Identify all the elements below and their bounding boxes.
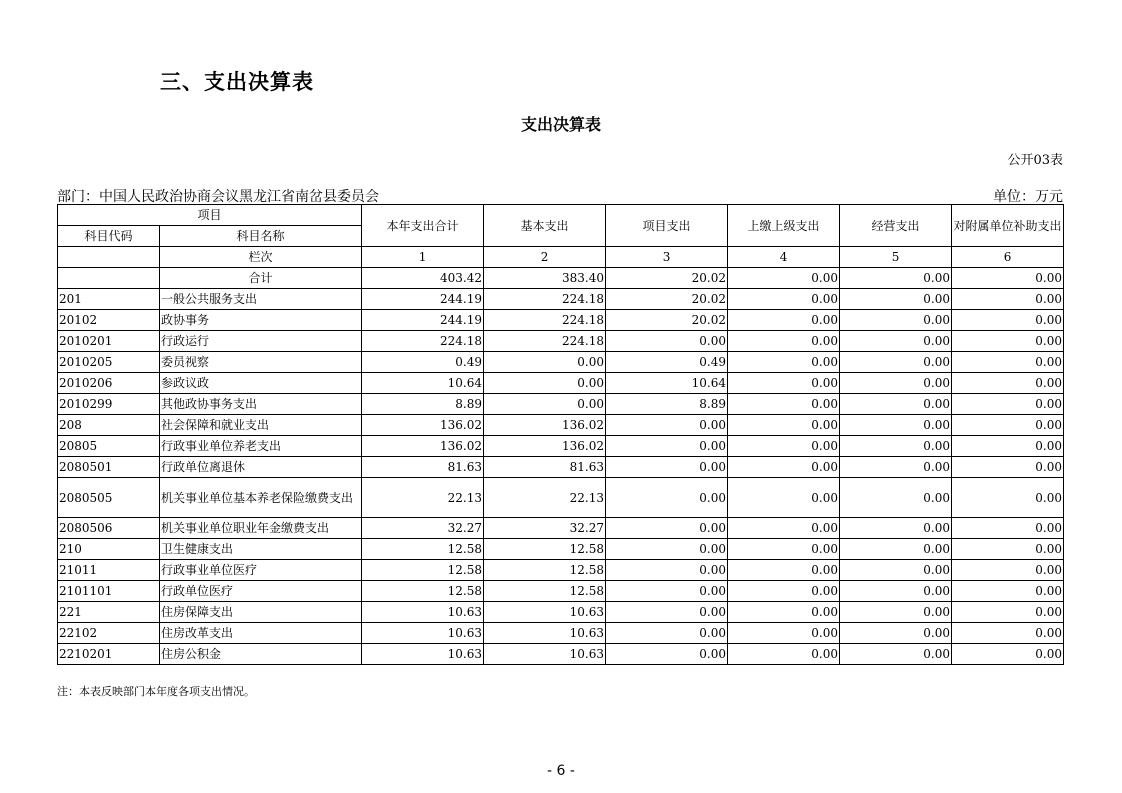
subject-code-cell: 20805 (58, 436, 160, 457)
header-subject-code: 科目代码 (58, 226, 160, 247)
amount-cell: 0.00 (840, 352, 952, 373)
subject-code-cell: 21011 (58, 560, 160, 581)
header-remit-superior: 上缴上级支出 (728, 205, 840, 247)
amount-cell: 224.18 (484, 331, 606, 352)
amount-cell: 0.00 (952, 268, 1064, 289)
header-blank-cell (58, 247, 160, 268)
amount-cell: 0.49 (606, 352, 728, 373)
header-subsidy-subordinate: 对附属单位补助支出 (952, 205, 1064, 247)
amount-cell: 0.00 (952, 415, 1064, 436)
table-row (58, 268, 1064, 289)
subject-code-cell: 2010205 (58, 352, 160, 373)
amount-cell: 20.02 (606, 268, 728, 289)
col-number: 2 (484, 247, 606, 268)
amount-cell: 12.58 (484, 581, 606, 602)
amount-cell: 403.42 (362, 268, 484, 289)
amount-cell: 10.63 (362, 644, 484, 665)
subject-code-cell: 2101101 (58, 581, 160, 602)
amount-cell: 10.63 (362, 623, 484, 644)
amount-cell: 0.00 (952, 457, 1064, 478)
table-row (58, 289, 1064, 310)
subject-name-cell: 行政单位离退休 (160, 457, 362, 478)
col-number: 3 (606, 247, 728, 268)
subject-name-cell: 委员视察 (160, 352, 362, 373)
amount-cell: 0.00 (952, 560, 1064, 581)
amount-cell: 12.58 (362, 539, 484, 560)
amount-cell: 244.19 (362, 289, 484, 310)
amount-cell: 0.00 (952, 623, 1064, 644)
subject-name-cell: 住房保障支出 (160, 602, 362, 623)
form-code: 公开03表 (1007, 153, 1063, 168)
col-number: 5 (840, 247, 952, 268)
amount-cell: 8.89 (362, 394, 484, 415)
amount-cell: 0.00 (840, 560, 952, 581)
amount-cell: 10.64 (362, 373, 484, 394)
table-row (58, 560, 1064, 581)
amount-cell: 224.18 (484, 310, 606, 331)
amount-cell: 0.00 (606, 457, 728, 478)
amount-cell: 0.00 (952, 331, 1064, 352)
amount-cell: 0.00 (728, 331, 840, 352)
amount-cell: 0.00 (728, 289, 840, 310)
header-project: 项目 (58, 205, 362, 226)
amount-cell: 0.00 (840, 394, 952, 415)
amount-cell: 0.00 (728, 478, 840, 518)
amount-cell: 0.00 (840, 268, 952, 289)
subject-code-cell: 221 (58, 602, 160, 623)
subject-code-cell: 2010206 (58, 373, 160, 394)
expenditure-table (57, 204, 1064, 665)
amount-cell: 0.00 (952, 352, 1064, 373)
table-title: 支出决算表 (520, 115, 601, 134)
table-row (58, 457, 1064, 478)
subject-name-cell: 行政事业单位养老支出 (160, 436, 362, 457)
subject-name-cell: 行政事业单位医疗 (160, 560, 362, 581)
amount-cell: 136.02 (484, 436, 606, 457)
subject-code-cell: 208 (58, 415, 160, 436)
amount-cell: 0.00 (606, 539, 728, 560)
amount-cell: 10.63 (484, 623, 606, 644)
subject-code-cell: 210 (58, 539, 160, 560)
amount-cell: 10.64 (606, 373, 728, 394)
amount-cell: 0.00 (840, 644, 952, 665)
amount-cell: 0.00 (606, 331, 728, 352)
amount-cell: 224.18 (484, 289, 606, 310)
amount-cell: 0.00 (728, 581, 840, 602)
col-number: 4 (728, 247, 840, 268)
amount-cell: 22.13 (362, 478, 484, 518)
amount-cell: 0.00 (952, 581, 1064, 602)
subject-code-cell: 2080501 (58, 457, 160, 478)
amount-cell: 0.00 (728, 352, 840, 373)
table-row (58, 352, 1064, 373)
amount-cell: 20.02 (606, 289, 728, 310)
amount-cell: 0.00 (606, 581, 728, 602)
amount-cell: 0.00 (606, 623, 728, 644)
amount-cell: 0.00 (606, 518, 728, 539)
subject-code-cell: 201 (58, 289, 160, 310)
amount-cell: 0.00 (840, 623, 952, 644)
amount-cell: 0.00 (606, 478, 728, 518)
amount-cell: 0.00 (484, 373, 606, 394)
amount-cell: 12.58 (484, 539, 606, 560)
table-row (58, 310, 1064, 331)
subject-name-cell: 行政单位医疗 (160, 581, 362, 602)
amount-cell: 0.00 (840, 457, 952, 478)
amount-cell: 0.00 (952, 478, 1064, 518)
subject-code-cell: 2010299 (58, 394, 160, 415)
amount-cell: 0.00 (840, 310, 952, 331)
amount-cell: 0.00 (952, 289, 1064, 310)
subject-name-cell: 住房公积金 (160, 644, 362, 665)
amount-cell: 0.00 (728, 310, 840, 331)
subject-name-cell: 机关事业单位基本养老保险缴费支出 (160, 478, 362, 518)
table-note: 注：本表反映部门本年度各项支出情况。 (57, 685, 255, 698)
table-row (58, 602, 1064, 623)
amount-cell: 0.00 (728, 373, 840, 394)
amount-cell: 81.63 (362, 457, 484, 478)
subject-code-cell: 22102 (58, 623, 160, 644)
amount-cell: 0.00 (840, 581, 952, 602)
subject-code-cell: 2080506 (58, 518, 160, 539)
amount-cell: 0.00 (728, 457, 840, 478)
amount-cell: 12.58 (362, 560, 484, 581)
amount-cell: 20.02 (606, 310, 728, 331)
subject-name-cell: 合计 (160, 268, 362, 289)
amount-cell: 0.00 (952, 539, 1064, 560)
amount-cell: 8.89 (606, 394, 728, 415)
amount-cell: 10.63 (484, 644, 606, 665)
amount-cell: 12.58 (362, 581, 484, 602)
table-row (58, 415, 1064, 436)
amount-cell: 0.00 (728, 602, 840, 623)
page-heading: 三、支出决算表 (160, 70, 314, 94)
amount-cell: 0.00 (952, 394, 1064, 415)
header-business-expense: 经营支出 (840, 205, 952, 247)
amount-cell: 0.00 (728, 394, 840, 415)
amount-cell: 244.19 (362, 310, 484, 331)
amount-cell: 0.00 (840, 415, 952, 436)
col-number: 1 (362, 247, 484, 268)
table-row (58, 644, 1064, 665)
amount-cell: 383.40 (484, 268, 606, 289)
col-number: 6 (952, 247, 1064, 268)
subject-name-cell: 住房改革支出 (160, 623, 362, 644)
header-total-expense: 本年支出合计 (362, 205, 484, 247)
amount-cell: 136.02 (362, 415, 484, 436)
amount-cell: 12.58 (484, 560, 606, 581)
amount-cell: 22.13 (484, 478, 606, 518)
subject-code-cell: 2010201 (58, 331, 160, 352)
amount-cell: 0.00 (728, 560, 840, 581)
subject-code-cell: 2080505 (58, 478, 160, 518)
amount-cell: 0.00 (606, 560, 728, 581)
amount-cell: 0.00 (952, 602, 1064, 623)
amount-cell: 0.00 (840, 478, 952, 518)
subject-name-cell: 一般公共服务支出 (160, 289, 362, 310)
table-row (58, 581, 1064, 602)
amount-cell: 0.00 (606, 602, 728, 623)
table-row (58, 394, 1064, 415)
subject-code-cell (58, 268, 160, 289)
amount-cell: 0.00 (728, 518, 840, 539)
subject-name-cell: 社会保障和就业支出 (160, 415, 362, 436)
amount-cell: 224.18 (362, 331, 484, 352)
header-subject-name: 科目名称 (160, 226, 362, 247)
amount-cell: 136.02 (362, 436, 484, 457)
header-col-number: 栏次 (160, 247, 362, 268)
subject-name-cell: 卫生健康支出 (160, 539, 362, 560)
table-row (58, 623, 1064, 644)
amount-cell: 32.27 (484, 518, 606, 539)
amount-cell: 0.00 (840, 331, 952, 352)
amount-cell: 0.00 (606, 436, 728, 457)
table-row (58, 478, 1064, 518)
amount-cell: 0.00 (606, 415, 728, 436)
header-basic-expense: 基本支出 (484, 205, 606, 247)
subject-name-cell: 其他政协事务支出 (160, 394, 362, 415)
subject-code-cell: 2210201 (58, 644, 160, 665)
amount-cell: 0.00 (484, 352, 606, 373)
amount-cell: 0.00 (952, 436, 1064, 457)
amount-cell: 0.00 (606, 644, 728, 665)
table-row (58, 373, 1064, 394)
amount-cell: 136.02 (484, 415, 606, 436)
amount-cell: 10.63 (362, 602, 484, 623)
page-number: - 6 - (547, 763, 575, 779)
amount-cell: 0.00 (840, 373, 952, 394)
amount-cell: 0.00 (728, 415, 840, 436)
amount-cell: 0.00 (840, 602, 952, 623)
amount-cell: 0.00 (840, 518, 952, 539)
amount-cell: 0.00 (840, 539, 952, 560)
table-row (58, 539, 1064, 560)
department-label: 部门：中国人民政治协商会议黑龙江省南岔县委员会 (57, 189, 379, 205)
amount-cell: 0.49 (362, 352, 484, 373)
subject-name-cell: 行政运行 (160, 331, 362, 352)
amount-cell: 32.27 (362, 518, 484, 539)
subject-name-cell: 机关事业单位职业年金缴费支出 (160, 518, 362, 539)
amount-cell: 0.00 (728, 268, 840, 289)
table-row (58, 518, 1064, 539)
subject-name-cell: 参政议政 (160, 373, 362, 394)
amount-cell: 81.63 (484, 457, 606, 478)
amount-cell: 0.00 (728, 539, 840, 560)
amount-cell: 0.00 (728, 644, 840, 665)
amount-cell: 0.00 (484, 394, 606, 415)
amount-cell: 0.00 (952, 373, 1064, 394)
table-row (58, 436, 1064, 457)
amount-cell: 0.00 (952, 310, 1064, 331)
header-project-expense: 项目支出 (606, 205, 728, 247)
subject-name-cell: 政协事务 (160, 310, 362, 331)
table-row (58, 331, 1064, 352)
amount-cell: 0.00 (840, 289, 952, 310)
amount-cell: 0.00 (728, 436, 840, 457)
amount-cell: 0.00 (952, 518, 1064, 539)
amount-cell: 0.00 (952, 644, 1064, 665)
amount-cell: 10.63 (484, 602, 606, 623)
unit-label: 单位：万元 (993, 189, 1063, 205)
amount-cell: 0.00 (728, 623, 840, 644)
subject-code-cell: 20102 (58, 310, 160, 331)
amount-cell: 0.00 (840, 436, 952, 457)
